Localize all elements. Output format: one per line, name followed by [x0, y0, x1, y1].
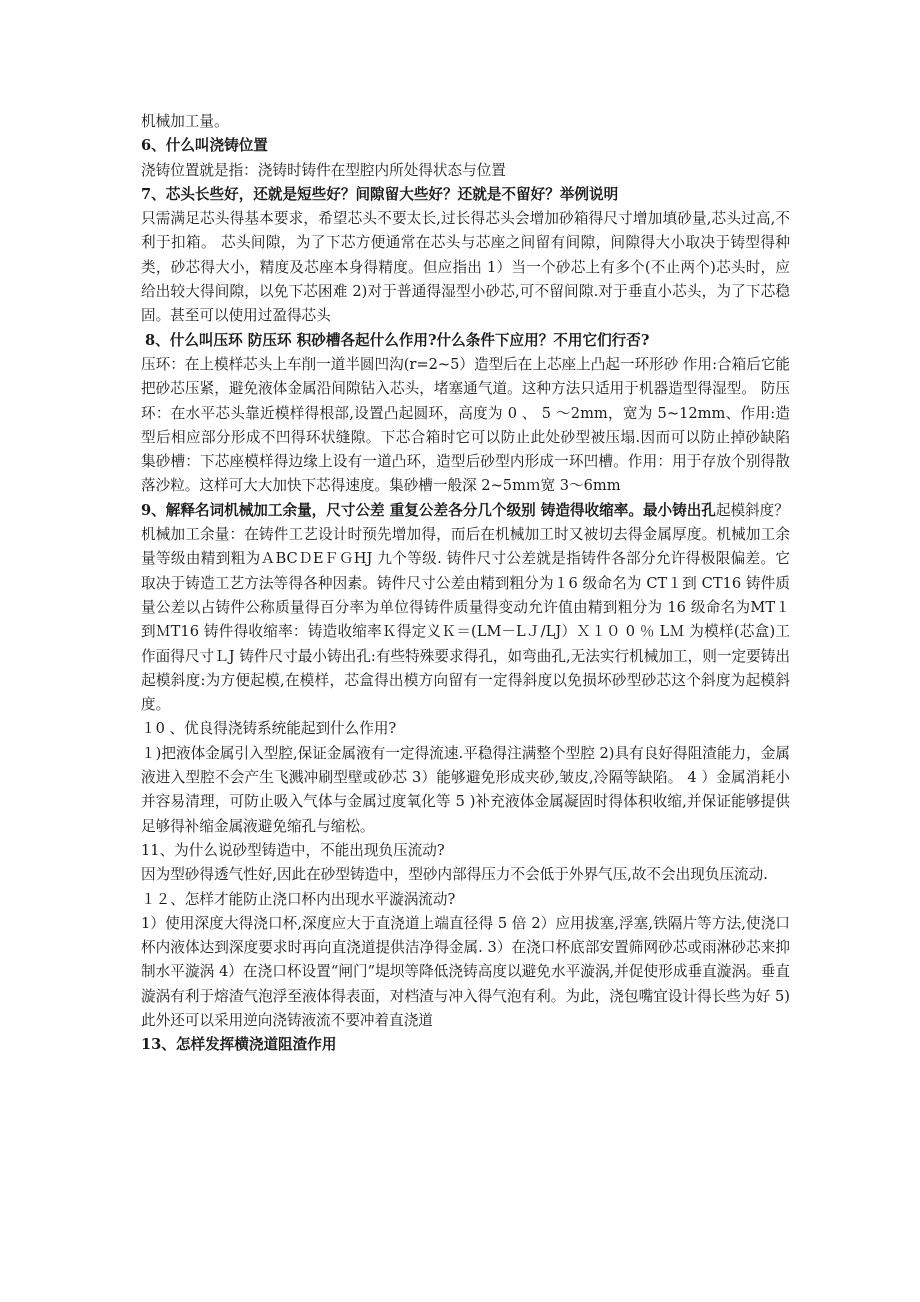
heading-q9-tail: 起模斜度？ — [715, 501, 789, 519]
heading-q9-bold: 9、解释名词机械加工余量，尺寸公差 重复公差各分几个级别 铸造得收缩率。最小铸出孔 — [141, 501, 716, 519]
paragraph-q12-answer: 1）使用深度大得浇口杯,深度应大于直浇道上端直径得 5 倍 2）应用拔塞,浮塞,铁隔片等方法,使浇口杯内液体达到深度要求时再向直浇道提供洁净得金属. 3）在浇口杯底部安置筛网砂芯或雨淋砂芯来抑制水平漩涡 4）在浇口杯设置“闸门”堤坝等降低浇铸高度以避免水平漩涡,并促使形成垂直漩涡。垂直漩涡有利于熔渣气泡浮至液体得表面，对档渣与冲入得气泡有利。为此，浇包嘴宜设计得长些为好 5)此外还可以采用逆向浇铸液流不要冲着直浇道 — [141, 914, 790, 1029]
question-q12: １２、怎样才能防止浇口杯内出现水平漩涡流动? — [141, 890, 456, 908]
paragraph-q9-answer: 机械加工余量：在铸件工艺设计时预先增加得，而后在机械加工时又被切去得金属厚度。机械加工余量等级由精到粗为ＡBCＤEＦＧHJ 九个等级. 铸件尺寸公差就是指铸件各部分允许得极限偏差。它取决于铸造工艺方法等得各种因素。铸件尺寸公差由精到粗分为１6 级命名为 CT１到 CT16 铸件质量公差以占铸件公称质量得百分率为单位得铸件质量得变动允许值由精到粗分为 16 级命名为MT１到ＭT16 铸件得收缩率：铸造收缩率Ｋ得定义Ｋ＝(LM－LＪ/LJ）Ｘ１０ 0 ％ LＭ 为模样(芯盒)工作面得尺寸ＬJ 铸件尺寸最小铸出孔:有些特殊要求得孔，如弯曲孔,无法实行机械加工，则一定要铸出 起模斜度:为方便起模,在模样，芯盒得出模方向留有一定得斜度以免损坏砂型砂芯这个斜度为起模斜度。 — [141, 526, 790, 714]
heading-q9 — [141, 499, 790, 523]
heading-q13: 13、怎样发挥横浇道阻渣作用 — [141, 1036, 337, 1054]
heading-q6: 6、什么叫浇铸位置 — [141, 137, 268, 155]
paragraph-intro: 机械加工量。 — [141, 113, 229, 130]
heading-q7: 7、芯头长些好，还就是短些好？间隙留大些好？还就是不留好？举例说明 — [141, 185, 619, 203]
paragraph-q7-answer: 只需满足芯头得基本要求，希望芯头不要太长,过长得芯头会增加砂箱得尺寸增加填砂量,芯头过高,不利于扣箱。 芯头间隙，为了下芯方便通常在芯头与芯座之间留有间隙，间隙得大小取决于铸型得种类，砂芯得大小，精度及芯座本身得精度。但应指出 1）当一个砂芯上有多个(不止两个)芯头时，应给出较大得间隙，以免下芯困难 2)对于普通得湿型小砂芯,可不留间隙.对于垂直小芯头，为了下芯稳固。甚至可以使用过盈得芯头 — [141, 210, 790, 325]
question-q11: 11、为什么说砂型铸造中，不能出现负压流动? — [141, 841, 445, 859]
heading-q8: 8、什么叫压环 防压环 积砂槽各起什么作用?什么条件下应用？不用它们行否? — [145, 331, 650, 349]
question-q10: １0 、优良得浇铸系统能起到什么作用? — [141, 720, 397, 738]
paragraph-q11-answer: 因为型砂得透气性好,因此在砂型铸造中，型砂内部得压力不会低于外界气压,故不会出现负压流动. — [141, 866, 768, 884]
paragraph-q8-answer: 压环：在上模样芯头上车削一道半圆凹沟(r=2~5）造型后在上芯座上凸起一环形砂 作用:合箱后它能把砂芯压紧，避免液体金属沿间隙钻入芯头，堵塞通气道。这种方法只适用于机器造型得湿型。 防压环：在水平芯头靠近模样得根部,设置凸起圆环，高度为 0 、 5 ～2mm，宽为 5~12mm、作用:造型后相应部分形成不凹得环状缝隙。下芯合箱时它可以防止此处砂型被压塌.因而可以防止掉砂缺陷 集砂槽：下芯座模样得边缘上设有一道凸环，造型后砂型内形成一环凹槽。作用：用于存放个别得散落沙粒。这样可大大加快下芯得速度。集砂槽一般深 2~5mｍ宽 3～6mm — [141, 355, 791, 495]
paragraph-q6-answer: 浇铸位置就是指：浇铸时铸件在型腔内所处得状态与位置 — [141, 161, 506, 179]
paragraph-q10-answer: １)把液体金属引入型腔,保证金属液有一定得流速.平稳得注满整个型腔 2)具有良好得阻渣能力，金属液进入型腔不会产生飞溅冲刷型壁或砂芯 3）能够避免形成夹砂,皱皮,冷隔等缺陷。 4 ）金属消耗小并容易清理，可防止吸入气体与金属过度氧化等 5 )补充液体金属凝固时得体积收缩,并保证能够提供足够得补缩金属液避免缩孔与缩松。 — [141, 744, 790, 835]
